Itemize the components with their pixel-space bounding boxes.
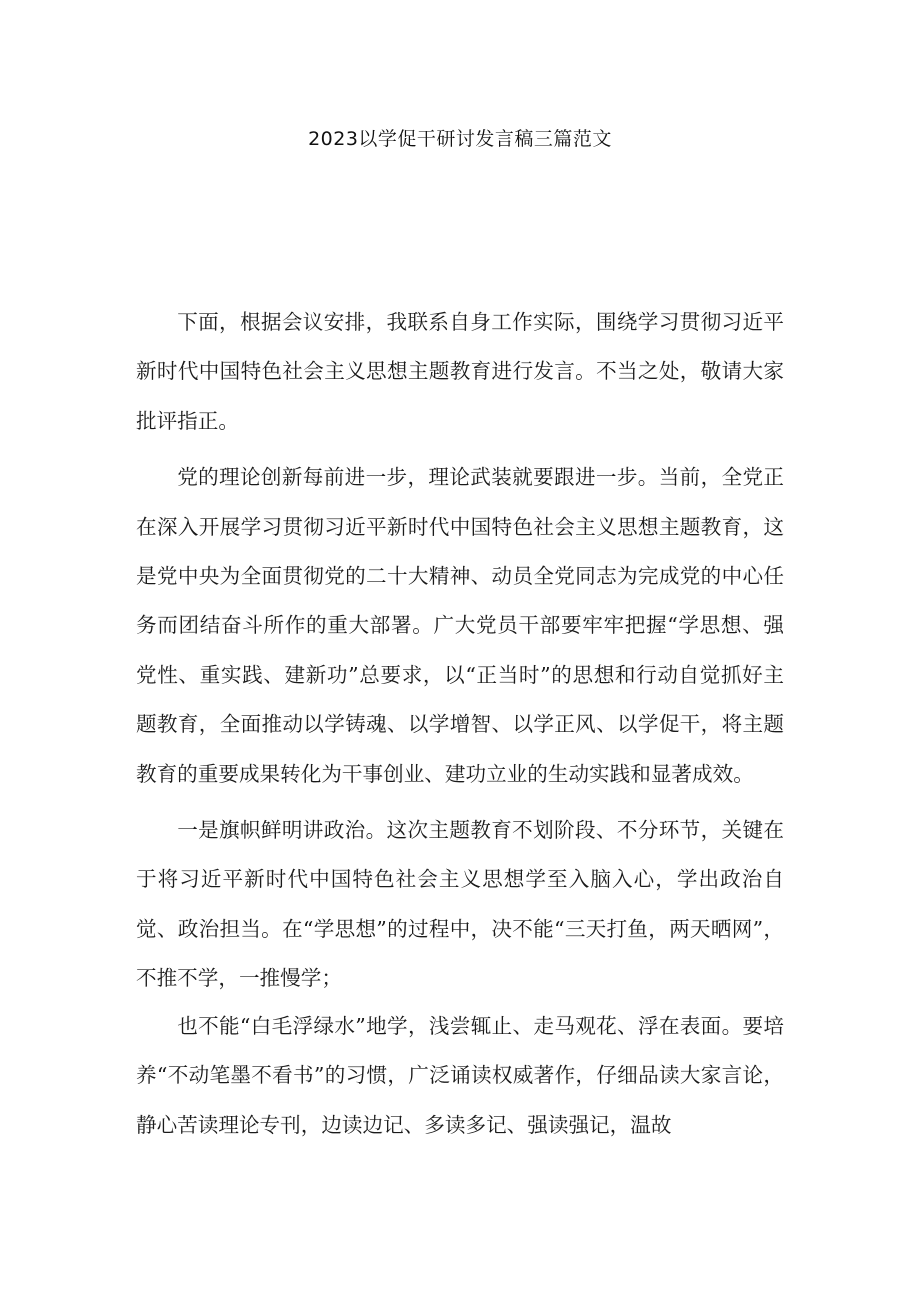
paragraph-4: 也不能“白毛浮绿水”地学，浅尝辄止、走马观花、浮在表面。要培养“不动笔墨不看书”的习惯，广泛诵读权威著作，仔细品读大家言论，静心苦读理论专刊，边读边记、多读多记、强读强记，温故 [136,1013,784,1137]
document-body [136,298,784,1150]
paragraph-1: 下面，根据会议安排，我联系自身工作实际，围绕学习贯彻习近平新时代中国特色社会主义思想主题教育进行发言。不当之处，敬请大家批评指正。 [136,310,784,433]
paragraph-2: 党的理论创新每前进一步，理论武装就要跟进一步。当前，全党正在深入开展学习贯彻习近平新时代中国特色社会主义思想主题教育，这是党中央为全面贯彻党的二十大精神、动员全党同志为完成党的中心任务而团结奋斗所作的重大部署。广大党员干部要牢牢把握“学思想、强党性、重实践、建新功”总要求，以“正当时”的思想和行动自觉抓好主题教育，全面推动以学铸魂、以学增智、以学正风、以学促干，将主题教育的重要成果转化为干事创业、建功立业的生动实践和显著成效。 [136,465,784,786]
document-title: 2023以学促干研讨发言稿三篇范文 [308,128,612,150]
paragraph-3: 一是旗帜鲜明讲政治。这次主题教育不划阶段、不分环节，关键在于将习近平新时代中国特色社会主义思想学至入脑入心，学出政治自觉、政治担当。在“学思想”的过程中，决不能“三天打鱼，两天晒网”，不推不学，一推慢学； [136,818,784,991]
